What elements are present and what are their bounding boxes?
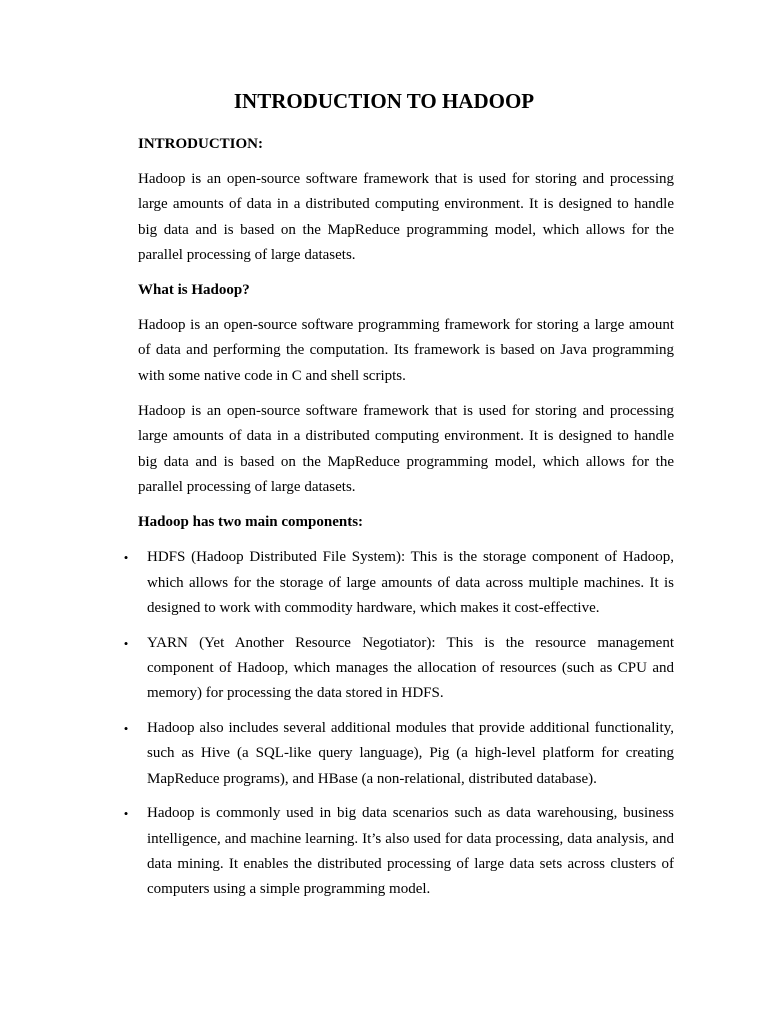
- what-is-heading: What is Hadoop?: [138, 282, 250, 299]
- bullet-icon: •: [123, 806, 129, 822]
- bullet-icon: •: [123, 635, 129, 651]
- document-body: [123, 132, 674, 912]
- list-item: [120, 801, 674, 902]
- list-item-text: YARN (Yet Another Resource Negotiator): This is the resource management component of Hadoop, which manages the allocation of resources (such as CPU and memory) for processing the data stored in HDFS.: [147, 634, 674, 702]
- bullet-icon: •: [123, 721, 129, 737]
- list-item: [120, 631, 674, 707]
- list-item-text: HDFS (Hadoop Distributed File System): This is the storage component of Hadoop, which allows for the storage of large amounts of data across multiple machines. It is designed to work with commodity hardware, which makes it cost-effective.: [147, 549, 674, 616]
- components-list: [120, 545, 674, 902]
- list-item: [120, 716, 674, 792]
- page-title: INTRODUCTION TO HADOOP: [233, 89, 535, 113]
- what-is-paragraph: Hadoop is an open-source software framework that is used for storing and processing large amounts of data in a distributed computing environment. It is designed to handle big data and is based on the MapReduce programming model, which allows for the parallel processing of large datasets.: [138, 403, 674, 495]
- list-item-text: Hadoop is commonly used in big data scenarios such as data warehousing, business intelligence, and machine learning. It’s also used for data processing, data analysis, and data mining. It enables the distributed processing of large data sets across clusters of computers using a simple programming model.: [147, 805, 674, 898]
- intro-heading: INTRODUCTION:: [138, 136, 264, 152]
- list-item-text: Hadoop also includes several additional modules that provide additional functionality, such as Hive (a SQL-like query language), Pig (a high-level platform for creating MapReduce programs), and HBase (a non-relational, distributed database).: [147, 720, 674, 787]
- intro-paragraph: Hadoop is an open-source software framework that is used for storing and processing large amounts of data in a distributed computing environment. It is designed to handle big data and is based on the MapReduce programming model, which allows for the parallel processing of large datasets.: [138, 171, 674, 263]
- list-item: [120, 545, 674, 621]
- what-is-paragraph: Hadoop is an open-source software programming framework for storing a large amount of data and performing the computation. Its framework is based on Java programming with some native code in C and shell scripts.: [138, 317, 674, 384]
- components-heading: Hadoop has two main components:: [138, 514, 364, 531]
- bullet-icon: •: [123, 550, 129, 566]
